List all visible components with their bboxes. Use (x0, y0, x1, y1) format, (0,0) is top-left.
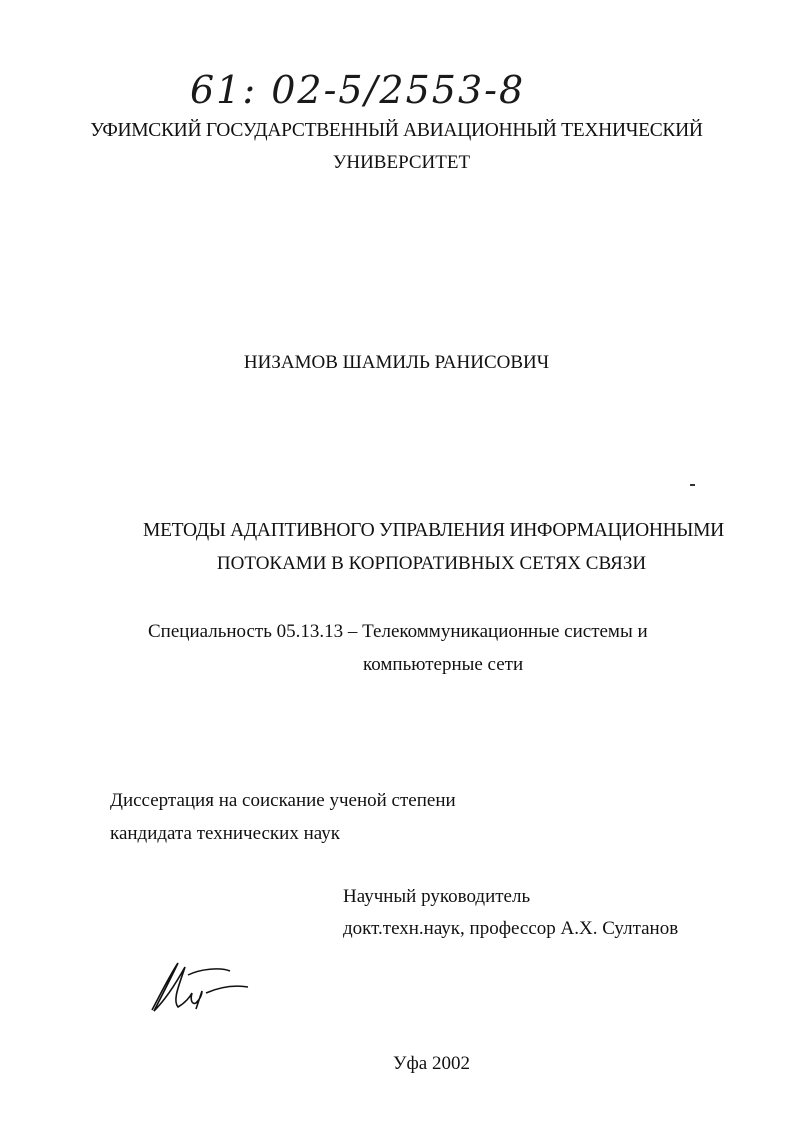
supervisor-name: докт.техн.наук, профессор А.Х. Султанов (343, 918, 679, 939)
signature-icon (140, 955, 260, 1015)
author-name: НИЗАМОВ ШАМИЛЬ РАНИСОВИЧ (243, 352, 550, 373)
degree-line-2: кандидата технических наук (110, 823, 340, 844)
handwritten-archive-code: 61: 02-5/2553-8 (190, 68, 526, 112)
university-line-1: УФИМСКИЙ ГОСУДАРСТВЕННЫЙ АВИАЦИОННЫЙ ТЕХНИЧЕСКИЙ (90, 120, 703, 141)
scan-speck (690, 484, 695, 486)
university-line-2: УНИВЕРСИТЕТ (332, 152, 471, 173)
title-line-1: МЕТОДЫ АДАПТИВНОГО УПРАВЛЕНИЯ ИНФОРМАЦИОННЫМИ (143, 520, 724, 541)
degree-line-1: Диссертация на соискание ученой степени (110, 790, 456, 811)
supervisor-label: Научный руководитель (343, 886, 531, 907)
specialty-line-2: компьютерные сети (363, 654, 524, 675)
specialty-line-1: Специальность 05.13.13 – Телекоммуникационные системы и (148, 621, 648, 642)
place-year: Уфа 2002 (393, 1053, 470, 1074)
title-line-2: ПОТОКАМИ В КОРПОРАТИВНЫХ СЕТЯХ СВЯЗИ (216, 553, 647, 574)
